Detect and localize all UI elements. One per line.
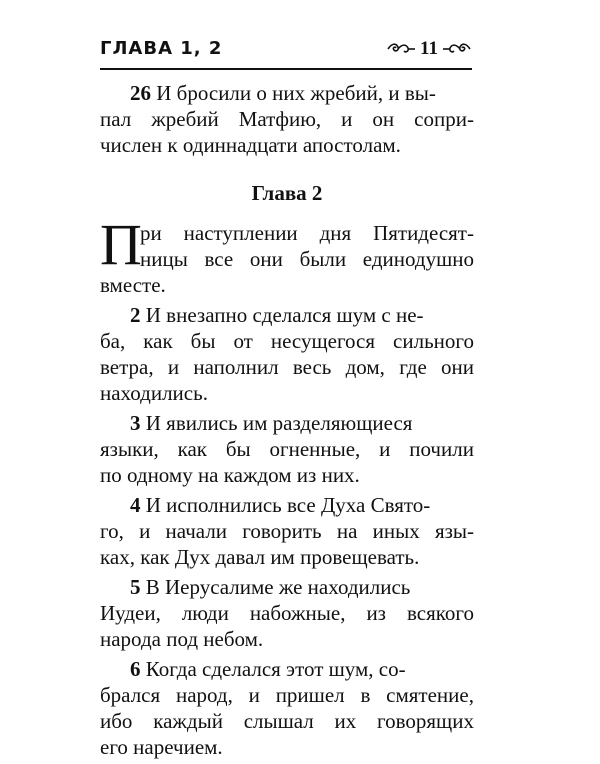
word: язы-	[434, 519, 474, 543]
word: Иудеи,	[100, 601, 161, 625]
text-line: вместе.	[100, 273, 166, 297]
verse-2	[100, 302, 474, 406]
word: из	[366, 601, 386, 625]
text-line	[100, 246, 474, 272]
word: набожные,	[249, 601, 346, 625]
word: ба,	[100, 329, 126, 353]
body-text	[100, 80, 474, 764]
verse-1	[100, 212, 474, 298]
word: как	[177, 437, 208, 461]
word: сильного	[393, 329, 474, 353]
word: языки,	[100, 437, 159, 461]
line-text: И исполнились все Духа Свято-	[145, 493, 431, 517]
word: от	[233, 329, 253, 353]
word: бы	[225, 437, 251, 461]
text-line	[100, 220, 474, 246]
text-line	[100, 80, 474, 106]
word: в	[360, 683, 371, 707]
word: были	[299, 247, 347, 271]
text-line	[100, 600, 474, 626]
word: начали	[165, 519, 228, 543]
word: и	[379, 437, 391, 461]
page-number-group	[386, 38, 472, 60]
text-line: ках, как Дух давал им провещевать.	[100, 545, 420, 569]
word: наступлении	[183, 221, 298, 245]
text-line	[100, 328, 474, 354]
word: несущегося	[270, 329, 376, 353]
verse-26	[100, 80, 474, 158]
line-text: И бросили о них жребий, и вы-	[156, 81, 436, 105]
word: и	[248, 683, 260, 707]
word: каждый	[153, 709, 223, 733]
header-rule	[100, 68, 472, 70]
verse-5	[100, 574, 474, 652]
text-line	[100, 436, 474, 462]
word: они	[441, 355, 474, 379]
word: и	[139, 519, 151, 543]
word: всякого	[406, 601, 474, 625]
text-line	[100, 410, 474, 436]
text-line	[100, 574, 474, 600]
word: бы	[190, 329, 216, 353]
drop-cap: П	[100, 212, 142, 277]
word: Матфию,	[238, 107, 322, 131]
word: весь	[292, 355, 332, 379]
page-number: 11	[420, 38, 438, 59]
text-line	[100, 302, 474, 328]
text-line	[100, 656, 474, 682]
word: все	[204, 247, 234, 271]
verse-6	[100, 656, 474, 760]
line-text: В Иерусалиме же находились	[145, 575, 411, 599]
text-line: числен к одиннадцати апостолам.	[100, 133, 401, 157]
word: го,	[100, 519, 124, 543]
word: дом,	[345, 355, 385, 379]
verse-number: 4	[130, 493, 141, 517]
text-line	[100, 106, 474, 132]
page-header	[100, 38, 472, 68]
word: где	[399, 355, 427, 379]
word: огненные,	[269, 437, 361, 461]
text-line	[100, 518, 474, 544]
word: наполнил	[193, 355, 279, 379]
word: как	[143, 329, 173, 353]
word: слышал	[243, 709, 314, 733]
text-line	[100, 708, 474, 734]
scroll-ornament-icon	[386, 42, 416, 56]
word: пришел	[275, 683, 345, 707]
word: они	[249, 247, 283, 271]
text-line: находились.	[100, 381, 208, 405]
verse-number: 6	[130, 657, 141, 681]
word: люди	[181, 601, 229, 625]
verse-number: 5	[130, 575, 141, 599]
word: Пятидесят-	[373, 221, 474, 245]
verse-number: 3	[130, 411, 141, 435]
word: ри	[140, 221, 162, 245]
verse-number: 2	[130, 303, 141, 327]
word: ибо	[100, 709, 133, 733]
word: смятение,	[386, 683, 474, 707]
word: говорящих	[377, 709, 474, 733]
word: и	[341, 107, 353, 131]
running-head: ГЛАВА 1, 2	[100, 38, 223, 59]
text-line: народа под небом.	[100, 627, 264, 651]
word: единодушно	[362, 247, 474, 271]
text-line	[100, 354, 474, 380]
word: их	[334, 709, 357, 733]
word: пал	[100, 107, 132, 131]
verse-number: 26	[130, 81, 151, 105]
word: дня	[319, 221, 352, 245]
line-text: Когда сделался этот шум, со-	[145, 657, 406, 681]
line-text: И внезапно сделался шум с не-	[145, 303, 424, 327]
chapter-heading: Глава 2	[251, 181, 323, 205]
text-line: его наречием.	[100, 735, 223, 759]
word: народ,	[175, 683, 233, 707]
word: жребий	[151, 107, 219, 131]
word: сопри-	[414, 107, 474, 131]
scroll-ornament-icon	[442, 42, 472, 56]
word: ницы	[140, 247, 188, 271]
verse-4	[100, 492, 474, 570]
verse-3	[100, 410, 474, 488]
word: и	[167, 355, 180, 379]
line-text: И явились им разделяющиеся	[145, 411, 413, 435]
word: на	[336, 519, 358, 543]
text-line	[100, 682, 474, 708]
word: он	[372, 107, 395, 131]
word: почили	[409, 437, 474, 461]
word: иных	[372, 519, 420, 543]
word: говорить	[242, 519, 322, 543]
word: ветра,	[100, 355, 154, 379]
word: брался	[100, 683, 161, 707]
text-line: по одному на каждом из них.	[100, 463, 360, 487]
text-line	[100, 492, 474, 518]
